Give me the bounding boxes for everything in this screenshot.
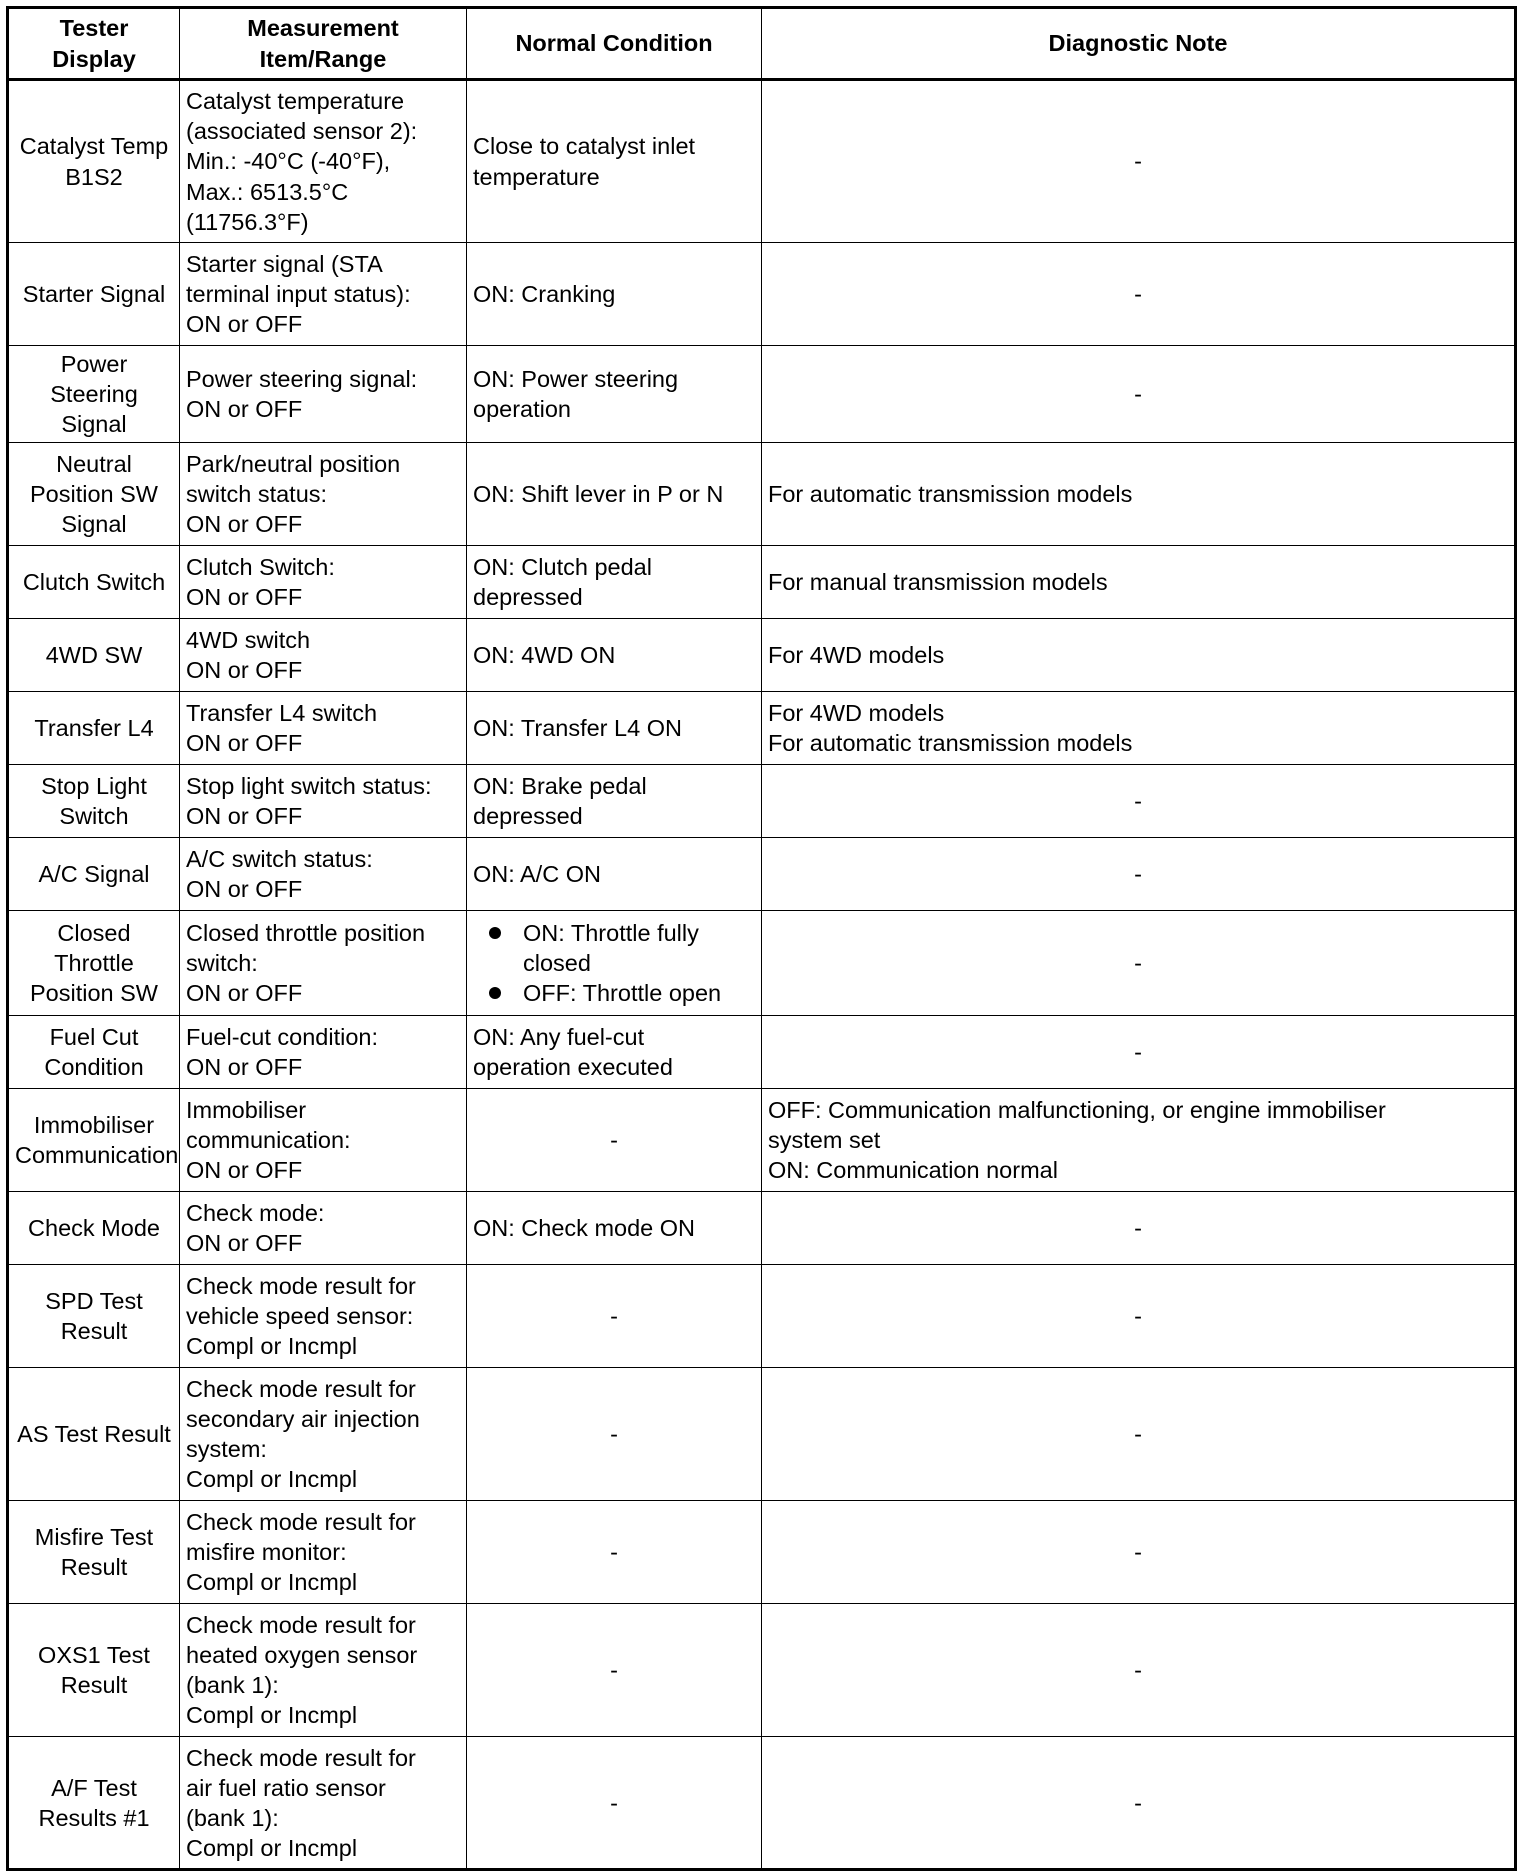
cell-tester-display: A/C Signal <box>8 838 180 911</box>
table-row <box>8 1089 1516 1192</box>
header-diagnostic-note: Diagnostic Note <box>762 8 1516 80</box>
cell-diagnostic-note: - <box>762 765 1516 838</box>
cell-measurement-range: Check mode result for secondary air injection system: Compl or Incmpl <box>180 1368 467 1501</box>
cell-measurement-range: Check mode result for vehicle speed sensor: Compl or Incmpl <box>180 1265 467 1368</box>
cell-measurement-range: Clutch Switch: ON or OFF <box>180 546 467 619</box>
cell-normal-condition: - <box>467 1368 762 1501</box>
cell-tester-display: Clutch Switch <box>8 546 180 619</box>
cell-tester-display: OXS1 Test Result <box>8 1604 180 1737</box>
cell-diagnostic-note: - <box>762 1368 1516 1501</box>
data-list-table <box>6 6 1517 1871</box>
table-row <box>8 1368 1516 1501</box>
cell-tester-display: Closed Throttle Position SW <box>8 911 180 1016</box>
cell-measurement-range: Stop light switch status: ON or OFF <box>180 765 467 838</box>
cell-diagnostic-note: - <box>762 1265 1516 1368</box>
table-row <box>8 243 1516 346</box>
cell-diagnostic-note: For manual transmission models <box>762 546 1516 619</box>
header-tester-display: Tester Display <box>8 8 180 80</box>
cell-tester-display: SPD Test Result <box>8 1265 180 1368</box>
cell-diagnostic-note: - <box>762 80 1516 243</box>
table-row <box>8 346 1516 443</box>
cell-normal-condition: Close to catalyst inlet temperature <box>467 80 762 243</box>
cell-measurement-range: Park/neutral position switch status: ON or OFF <box>180 443 467 546</box>
cell-normal-condition: - <box>467 1737 762 1870</box>
cell-tester-display: 4WD SW <box>8 619 180 692</box>
table-body <box>8 80 1516 1870</box>
cell-tester-display: Fuel Cut Condition <box>8 1016 180 1089</box>
cell-measurement-range: Check mode: ON or OFF <box>180 1192 467 1265</box>
cell-measurement-range: Check mode result for misfire monitor: Compl or Incmpl <box>180 1501 467 1604</box>
cell-tester-display: Catalyst Temp B1S2 <box>8 80 180 243</box>
cell-diagnostic-note: - <box>762 1501 1516 1604</box>
table-row <box>8 443 1516 546</box>
cell-measurement-range: Power steering signal: ON or OFF <box>180 346 467 443</box>
cell-tester-display: Immobiliser Communication <box>8 1089 180 1192</box>
list-item <box>489 918 755 978</box>
cell-measurement-range: Transfer L4 switch ON or OFF <box>180 692 467 765</box>
cell-tester-display: Check Mode <box>8 1192 180 1265</box>
cell-diagnostic-note: - <box>762 243 1516 346</box>
cell-diagnostic-note: - <box>762 1737 1516 1870</box>
table-row <box>8 765 1516 838</box>
table-row <box>8 1265 1516 1368</box>
list-item <box>489 978 755 1008</box>
table-row <box>8 911 1516 1016</box>
table-row <box>8 692 1516 765</box>
cell-diagnostic-note: For 4WD models For automatic transmission models <box>762 692 1516 765</box>
cell-normal-condition: ON: 4WD ON <box>467 619 762 692</box>
cell-diagnostic-note: - <box>762 1016 1516 1089</box>
cell-normal-condition: ON: Transfer L4 ON <box>467 692 762 765</box>
cell-normal-condition: ON: Check mode ON <box>467 1192 762 1265</box>
table-row <box>8 80 1516 243</box>
cell-tester-display: Misfire Test Result <box>8 1501 180 1604</box>
table-row <box>8 838 1516 911</box>
cell-measurement-range: Check mode result for heated oxygen sensor (bank 1): Compl or Incmpl <box>180 1604 467 1737</box>
cell-tester-display: Neutral Position SW Signal <box>8 443 180 546</box>
cell-measurement-range: Catalyst temperature (associated sensor 2): Min.: -40°C (-40°F), Max.: 6513.5°C (11756.3°F) <box>180 80 467 243</box>
cell-measurement-range: Closed throttle position switch: ON or OFF <box>180 911 467 1016</box>
cell-normal-condition: ON: A/C ON <box>467 838 762 911</box>
cell-normal-condition: - <box>467 1265 762 1368</box>
cell-diagnostic-note: - <box>762 1604 1516 1737</box>
bullet-icon <box>489 987 501 999</box>
cell-diagnostic-note: - <box>762 838 1516 911</box>
cell-normal-condition: - <box>467 1604 762 1737</box>
cell-measurement-range: Starter signal (STA terminal input status): ON or OFF <box>180 243 467 346</box>
table-row <box>8 1501 1516 1604</box>
cell-tester-display: AS Test Result <box>8 1368 180 1501</box>
table-row <box>8 1604 1516 1737</box>
header-row <box>8 8 1516 80</box>
cell-normal-condition: - <box>467 1089 762 1192</box>
bullet-icon <box>489 927 501 939</box>
cell-normal-condition <box>467 911 762 1016</box>
cell-diagnostic-note: For automatic transmission models <box>762 443 1516 546</box>
cell-normal-condition: ON: Power steering operation <box>467 346 762 443</box>
cell-tester-display: Starter Signal <box>8 243 180 346</box>
header-measurement-range: Measurement Item/Range <box>180 8 467 80</box>
cell-diagnostic-note: - <box>762 911 1516 1016</box>
cell-measurement-range: Fuel-cut condition: ON or OFF <box>180 1016 467 1089</box>
header-normal-condition: Normal Condition <box>467 8 762 80</box>
cell-diagnostic-note: - <box>762 346 1516 443</box>
table-row <box>8 1192 1516 1265</box>
cell-diagnostic-note: OFF: Communication malfunctioning, or engine immobiliser system set ON: Communication normal <box>762 1089 1516 1192</box>
cell-normal-condition: ON: Brake pedal depressed <box>467 765 762 838</box>
table-row <box>8 1016 1516 1089</box>
cell-measurement-range: A/C switch status: ON or OFF <box>180 838 467 911</box>
cell-normal-condition: ON: Any fuel-cut operation executed <box>467 1016 762 1089</box>
cell-measurement-range: 4WD switch ON or OFF <box>180 619 467 692</box>
cell-normal-condition: - <box>467 1501 762 1604</box>
cell-diagnostic-note: - <box>762 1192 1516 1265</box>
cell-tester-display: A/F Test Results #1 <box>8 1737 180 1870</box>
cell-measurement-range: Check mode result for air fuel ratio sensor (bank 1): Compl or Incmpl <box>180 1737 467 1870</box>
normal-condition-list <box>473 918 755 1008</box>
cell-measurement-range: Immobiliser communication: ON or OFF <box>180 1089 467 1192</box>
table-row <box>8 546 1516 619</box>
cell-tester-display: Power Steering Signal <box>8 346 180 443</box>
bullet-text: OFF: Throttle open <box>523 980 722 1007</box>
cell-tester-display: Stop Light Switch <box>8 765 180 838</box>
table-row <box>8 1737 1516 1870</box>
bullet-text: ON: Throttle fully closed <box>523 920 699 977</box>
cell-normal-condition: ON: Cranking <box>467 243 762 346</box>
table-row <box>8 619 1516 692</box>
cell-normal-condition: ON: Clutch pedal depressed <box>467 546 762 619</box>
cell-diagnostic-note: For 4WD models <box>762 619 1516 692</box>
cell-tester-display: Transfer L4 <box>8 692 180 765</box>
cell-normal-condition: ON: Shift lever in P or N <box>467 443 762 546</box>
